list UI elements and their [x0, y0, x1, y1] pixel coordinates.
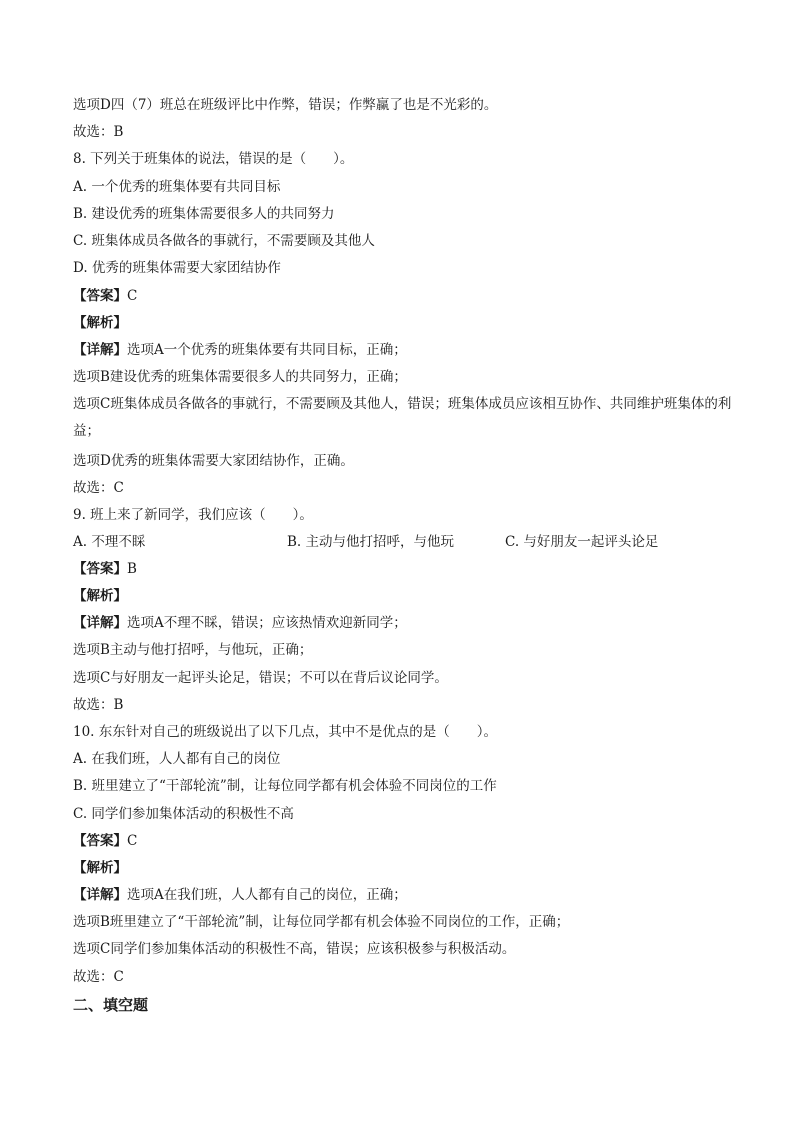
- q10-option-b: B. 班里建立了“干部轮流”制，让每位同学都有机会体验不同岗位的工作: [73, 778, 497, 794]
- q9-option-c: C. 与好朋友一起评头论足: [505, 534, 659, 550]
- detail-text: 选项A一个优秀的班集体要有共同目标，正确；: [127, 342, 407, 358]
- question-9: 9. 班上来了新同学，我们应该（ ）。: [73, 507, 313, 523]
- answer-tag: 【答案】: [73, 833, 127, 849]
- q9-detail-b: 选项B主动与他打招呼，与他玩，正确；: [73, 642, 313, 658]
- detail-tag: 【详解】: [73, 342, 127, 358]
- q10-detail-b: 选项B班里建立了“干部轮流”制，让每位同学都有机会体验不同岗位的工作，正确；: [73, 914, 570, 930]
- q8-answer: [73, 287, 137, 305]
- detail-tag: 【详解】: [73, 615, 127, 631]
- q10-detail-c: 选项C同学们参加集体活动的积极性不高，错误；应该积极参与积极活动。: [73, 941, 516, 957]
- q8-detail-b: 选项B建设优秀的班集体需要很多人的共同努力，正确；: [73, 369, 407, 385]
- q9-choice: 故选：B: [73, 697, 124, 713]
- q9-option-a: A. 不理不睬: [73, 534, 146, 550]
- q10-choice: 故选：C: [73, 969, 124, 985]
- q10-option-c: C. 同学们参加集体活动的积极性不高: [73, 806, 294, 822]
- q8-analysis-tag: 【解析】: [73, 315, 127, 331]
- q8-choice: 故选：C: [73, 480, 124, 496]
- question-10: 10. 东东针对自己的班级说出了以下几点，其中不是优点的是（ ）。: [73, 724, 498, 740]
- answer-value: B: [127, 561, 137, 577]
- q10-option-a: A. 在我们班，人人都有自己的岗位: [73, 751, 281, 767]
- q8-detail-d: 选项D优秀的班集体需要大家团结协作，正确。: [73, 453, 354, 469]
- option-d-explanation: 选项D四（7）班总在班级评比中作弊，错误；作弊赢了也是不光彩的。: [73, 97, 498, 113]
- question-8: 8. 下列关于班集体的说法，错误的是（ ）。: [73, 151, 354, 167]
- answer-value: C: [127, 833, 138, 849]
- detail-text: 选项A不理不睬，错误；应该热情欢迎新同学；: [127, 615, 407, 631]
- q9-answer: [73, 560, 137, 578]
- answer-value: C: [127, 288, 138, 304]
- q8-option-b: B. 建设优秀的班集体需要很多人的共同努力: [73, 206, 335, 222]
- q8-option-c: C. 班集体成员各做各的事就行，不需要顾及其他人: [73, 233, 375, 249]
- detail-text: 选项A在我们班，人人都有自己的岗位，正确；: [127, 887, 407, 903]
- q10-analysis-tag: 【解析】: [73, 860, 127, 876]
- q9-detail: [73, 614, 407, 632]
- detail-tag: 【详解】: [73, 887, 127, 903]
- q9-options: [73, 533, 733, 551]
- q8-detail: [73, 341, 407, 359]
- q10-detail: [73, 886, 407, 904]
- q9-analysis-tag: 【解析】: [73, 588, 127, 604]
- section-heading: 二、填空题: [73, 996, 149, 1014]
- q8-option-a: A. 一个优秀的班集体要有共同目标: [73, 179, 281, 195]
- q9-detail-c: 选项C与好朋友一起评头论足，错误；不可以在背后议论同学。: [73, 670, 448, 686]
- choice-line: 故选：B: [73, 124, 124, 140]
- q9-option-b: B. 主动与他打招呼，与他玩: [287, 534, 455, 550]
- answer-tag: 【答案】: [73, 288, 127, 304]
- q10-answer: [73, 832, 137, 850]
- q8-option-d: D. 优秀的班集体需要大家团结协作: [73, 260, 281, 276]
- q8-detail-c: 选项C班集体成员各做各的事就行，不需要顾及其他人，错误；班集体成员应该相互协作、共同维护班集体的利益；: [73, 396, 732, 439]
- answer-tag: 【答案】: [73, 561, 127, 577]
